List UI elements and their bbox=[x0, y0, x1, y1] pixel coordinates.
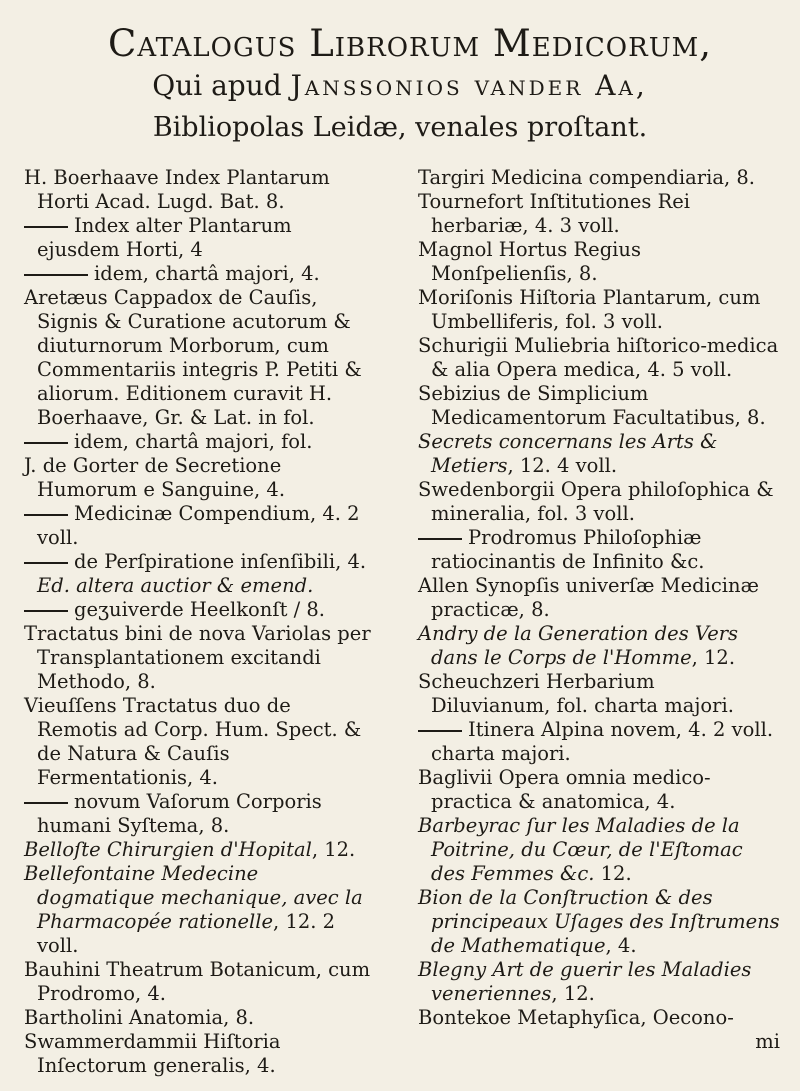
publisher-name: Janssonios vander Aa, bbox=[290, 69, 648, 102]
entry-text: , 4. bbox=[605, 934, 637, 957]
ditto-dash bbox=[24, 562, 68, 564]
entry-text: Itinera Alpina novem, 4. 2 voll. charta majori. bbox=[431, 718, 774, 765]
catalogue-entry bbox=[24, 790, 376, 838]
ditto-dash bbox=[24, 226, 68, 228]
catalogue-entry bbox=[418, 670, 780, 718]
booksellers-line: Bibliopolas Leidæ, venales proſtant. bbox=[152, 112, 648, 143]
entry-text: Sebizius de Simplicium Medicamentorum Facultatibus, 8. bbox=[418, 382, 766, 429]
ditto-dash bbox=[24, 802, 68, 804]
catalogue-entry bbox=[24, 1006, 376, 1030]
entry-text: , 12. bbox=[551, 982, 595, 1005]
entry-text: Vieuſſens Tractatus duo de Remotis ad Corp. Hum. Spect. & de Natura & Cauſis Fermentationis, 4. bbox=[24, 694, 362, 789]
catalogue-entry bbox=[418, 1006, 780, 1030]
entry-text: idem, chartâ majori, 4. bbox=[94, 262, 320, 285]
entry-text: Magnol Hortus Regius Monſpelienſis, 8. bbox=[418, 238, 641, 285]
catalogue-entry bbox=[418, 286, 780, 334]
catalogue-entry bbox=[24, 622, 376, 694]
catalogue-entry bbox=[418, 478, 780, 526]
entry-text: Bauhini Theatrum Botanicum, cum Prodromo, 4. bbox=[24, 958, 371, 1005]
entry-text: Aretæus Cappadox de Cauſis, Signis & Curatione acutorum & diuturnorum Morborum, cum Commentariis integris P. Petiti & aliorum. Editionem curavit H. Boerhaave, Gr. & Lat. in fol. bbox=[24, 286, 362, 429]
entry-text: Scheuchzeri Herbarium Diluvianum, fol. charta majori. bbox=[418, 670, 734, 717]
catalogue-entry bbox=[418, 430, 780, 478]
catalogue-entry bbox=[418, 526, 780, 574]
catalogue-entry bbox=[24, 214, 376, 262]
entry-text: Prodromus Philoſophiæ ratiocinantis de Infinito &c. bbox=[431, 526, 705, 573]
entry-text: 12. bbox=[594, 862, 632, 885]
catalogue-entry bbox=[418, 166, 780, 190]
catalogue-entry bbox=[418, 238, 780, 286]
entry-text: J. de Gorter de Secretione Humorum e Sanguine, 4. bbox=[24, 454, 286, 501]
ditto-dash bbox=[24, 274, 88, 276]
publisher-line bbox=[0, 69, 800, 102]
entry-text: H. Boerhaave Index Plantarum Horti Acad. Lugd. Bat. 8. bbox=[24, 166, 330, 213]
catalogue-entry bbox=[418, 718, 780, 766]
catalogue-entry bbox=[418, 190, 780, 238]
catalogue-entry bbox=[418, 814, 780, 886]
catalogue-entry bbox=[24, 1030, 376, 1078]
entry-text: novum Vaſorum Corporis humani Syſtema, 8. bbox=[37, 790, 322, 837]
catalogue-entry bbox=[418, 766, 780, 814]
entry-text: Moriſonis Hiſtoria Plantarum, cum Umbelliferis, fol. 3 voll. bbox=[418, 286, 761, 333]
catalogue-entry bbox=[24, 166, 376, 214]
publisher-prefix: Qui apud bbox=[152, 69, 291, 102]
entry-italic-text: Blegny Art de guerir les Maladies veneriennes bbox=[418, 958, 752, 1005]
entry-text: , 12. bbox=[311, 838, 356, 861]
entry-italic-text: Bion de la Conſtruction & des principeaux Uſages des Inſtrumens de Mathematique bbox=[418, 886, 780, 957]
catalogue-entry bbox=[418, 622, 780, 670]
catalogue-entry bbox=[24, 502, 376, 550]
entry-text: geʒuiverde Heelkonſt / 8. bbox=[74, 598, 325, 621]
ditto-dash bbox=[418, 730, 462, 732]
entry-text: , 12. 2 voll. bbox=[37, 910, 336, 957]
entry-text: Medicinæ Compendium, 4. 2 voll. bbox=[37, 502, 360, 549]
catalogue-entry bbox=[24, 262, 376, 286]
ditto-dash bbox=[24, 610, 68, 612]
catalogue-entry bbox=[24, 598, 376, 622]
entry-text: Index alter Plantarum ejusdem Horti, 4 bbox=[37, 214, 292, 261]
entry-text: Allen Synopſis univerſæ Medicinæ practicæ, 8. bbox=[418, 574, 759, 621]
entry-italic-text: Secrets concernans les Arts & Metiers bbox=[418, 430, 718, 477]
entry-text: Tournefort Inſtitutiones Rei herbariæ, 4. 3 voll. bbox=[418, 190, 691, 237]
ditto-dash bbox=[24, 442, 68, 444]
catalogue-entry bbox=[24, 694, 376, 790]
entry-italic-text: Andry de la Generation des Vers dans le Corps de l'Homme bbox=[418, 622, 739, 669]
catalogue-entry bbox=[418, 382, 780, 430]
catalogue-entry bbox=[24, 838, 376, 862]
entry-text: Swammerdammii Hiſtoria Inſectorum generalis, 4. bbox=[24, 1030, 281, 1077]
catalogue-entry bbox=[24, 862, 376, 958]
catalogue-entry bbox=[24, 550, 376, 598]
entry-italic-text: Bellefontaine Medecine dogmatique mechanique, avec la Pharmacopée rationelle bbox=[24, 862, 363, 933]
ditto-dash bbox=[24, 514, 68, 516]
entry-text: Bontekoe Metaphyſica, Oecono- bbox=[418, 1006, 734, 1029]
right-column bbox=[418, 166, 780, 1054]
entry-text: Tractatus bini de nova Variolas per Transplantationem excitandi Methodo, 8. bbox=[24, 622, 371, 693]
catalogue-entry bbox=[418, 334, 780, 382]
entry-text: de Perſpiratione inſenſibili, 4. bbox=[74, 550, 367, 573]
catalogue-title: Catalogus Librorum Medicorum, bbox=[108, 22, 712, 65]
catalogue-entry bbox=[24, 958, 376, 1006]
left-column bbox=[24, 166, 376, 1078]
entry-italic-text: Ed. altera auctior & emend. bbox=[37, 574, 314, 597]
entry-italic-text: Belloſte Chirurgien d'Hopital bbox=[24, 838, 312, 861]
entry-text: Bartholini Anatomia, 8. bbox=[24, 1006, 255, 1029]
entry-text: Swedenborgii Opera philoſophica & mineralia, fol. 3 voll. bbox=[418, 478, 774, 525]
entry-text: , 12. bbox=[691, 646, 736, 669]
entry-text: Targiri Medicina compendiaria, 8. bbox=[418, 166, 755, 189]
catalogue-entry bbox=[418, 958, 780, 1006]
entry-text: , 12. 4 voll. bbox=[507, 454, 618, 477]
catalogue-entry bbox=[24, 430, 376, 454]
ditto-dash bbox=[418, 538, 462, 540]
entry-text: Schurigii Muliebria hiſtorico-medica & alia Opera medica, 4. 5 voll. bbox=[418, 334, 779, 381]
catalogue-entry bbox=[24, 454, 376, 502]
catalogue-entry bbox=[418, 886, 780, 958]
entry-italic-text: Barbeyrac ſur les Maladies de la Poitrine, du Cœur, de l'Eſtomac des Femmes &c. bbox=[418, 814, 743, 885]
catalogue-entry bbox=[418, 574, 780, 622]
entry-text: Baglivii Opera omnia medico-practica & anatomica, 4. bbox=[418, 766, 711, 813]
entry-text: idem, chartâ majori, fol. bbox=[74, 430, 313, 453]
catchword: mi bbox=[755, 1030, 780, 1053]
catalogue-entry bbox=[24, 286, 376, 430]
